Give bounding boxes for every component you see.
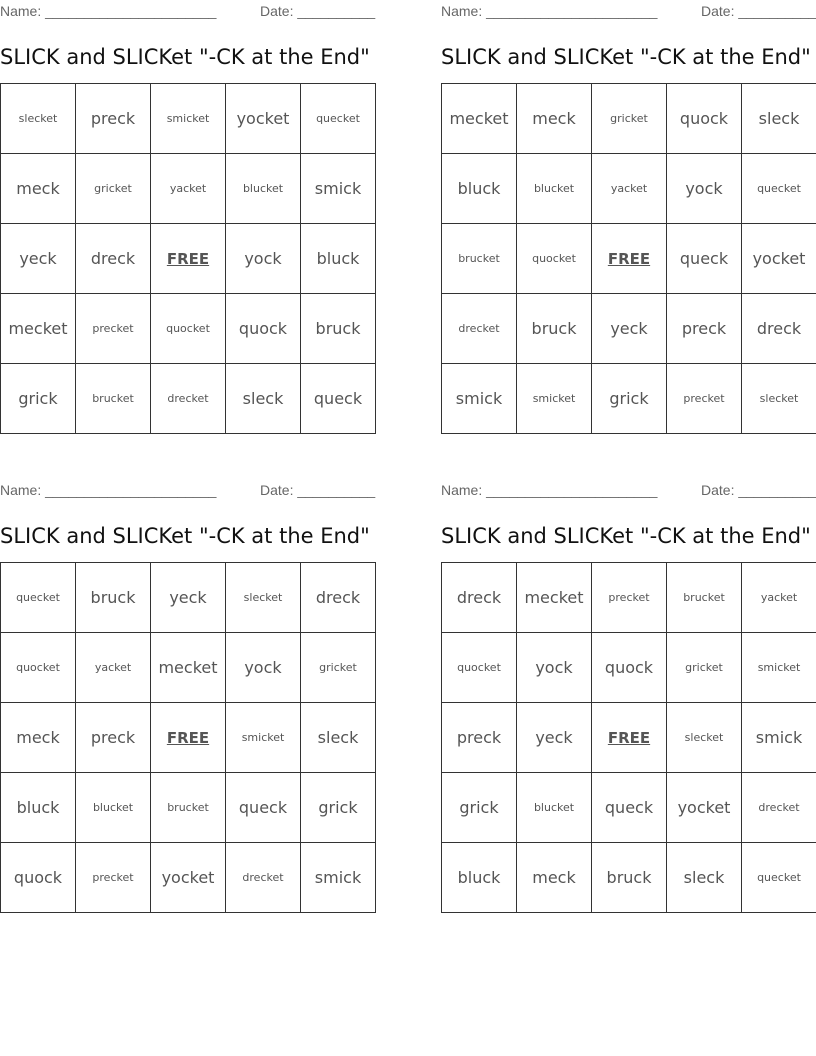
bingo-cell: dreck bbox=[301, 563, 376, 633]
name-label: Name: ______________________ bbox=[441, 3, 658, 19]
bingo-cell: smicket bbox=[517, 364, 592, 434]
bingo-cell: queck bbox=[226, 773, 301, 843]
bingo-cell: bruck bbox=[301, 294, 376, 364]
bingo-cell: yocket bbox=[742, 224, 816, 294]
date-label: Date: __________ bbox=[260, 482, 376, 498]
bingo-cell: precket bbox=[76, 843, 151, 913]
bingo-cell: grick bbox=[442, 773, 517, 843]
bingo-cell: gricket bbox=[667, 633, 742, 703]
bingo-cell: dreck bbox=[442, 563, 517, 633]
card-title: SLICK and SLICKet "-CK at the End" bbox=[441, 524, 811, 548]
bingo-cell: yocket bbox=[667, 773, 742, 843]
grid-row bbox=[442, 773, 816, 843]
bingo-cell: brucket bbox=[667, 563, 742, 633]
bingo-cell: dreck bbox=[76, 224, 151, 294]
bingo-grid bbox=[441, 83, 816, 434]
name-label: Name: ______________________ bbox=[0, 3, 217, 19]
card-title: SLICK and SLICKet "-CK at the End" bbox=[441, 45, 811, 69]
bingo-cell: slecket bbox=[742, 364, 816, 434]
card-title: SLICK and SLICKet "-CK at the End" bbox=[0, 45, 370, 69]
bingo-cell: blucket bbox=[517, 154, 592, 224]
bingo-cell: bruck bbox=[517, 294, 592, 364]
bingo-grid bbox=[441, 562, 816, 913]
bingo-cell: quock bbox=[1, 843, 76, 913]
bingo-cell: mecket bbox=[517, 563, 592, 633]
bingo-cell: quocket bbox=[151, 294, 226, 364]
bingo-cell: brucket bbox=[151, 773, 226, 843]
bingo-cell: smick bbox=[742, 703, 816, 773]
bingo-cell: quocket bbox=[517, 224, 592, 294]
bingo-cell: smick bbox=[301, 154, 376, 224]
bingo-cell: meck bbox=[517, 84, 592, 154]
bingo-card-2 bbox=[441, 0, 816, 440]
bingo-cell: blucket bbox=[76, 773, 151, 843]
bingo-cell: quocket bbox=[442, 633, 517, 703]
bingo-cell: dreck bbox=[742, 294, 816, 364]
bingo-cell: grick bbox=[301, 773, 376, 843]
bingo-grid bbox=[0, 83, 376, 434]
name-label: Name: ______________________ bbox=[441, 482, 658, 498]
bingo-cell: slecket bbox=[667, 703, 742, 773]
grid-row bbox=[442, 294, 816, 364]
bingo-cell: mecket bbox=[442, 84, 517, 154]
bingo-cell: sleck bbox=[667, 843, 742, 913]
bingo-cell: preck bbox=[76, 84, 151, 154]
grid-row bbox=[442, 154, 816, 224]
bingo-cell: yeck bbox=[517, 703, 592, 773]
bingo-cell: quecket bbox=[301, 84, 376, 154]
bingo-cell: bluck bbox=[1, 773, 76, 843]
bingo-cell: drecket bbox=[151, 364, 226, 434]
grid-row bbox=[442, 843, 816, 913]
bingo-grid bbox=[0, 562, 376, 913]
bingo-cell: smicket bbox=[151, 84, 226, 154]
grid-row bbox=[1, 563, 376, 633]
grid-row bbox=[442, 633, 816, 703]
grid-row bbox=[1, 703, 376, 773]
bingo-cell: meck bbox=[1, 154, 76, 224]
card-title: SLICK and SLICKet "-CK at the End" bbox=[0, 524, 370, 548]
bingo-cell: mecket bbox=[1, 294, 76, 364]
free-space-cell: FREE bbox=[592, 703, 667, 773]
bingo-cell: yocket bbox=[151, 843, 226, 913]
name-label: Name: ______________________ bbox=[0, 482, 217, 498]
bingo-cell: quecket bbox=[742, 154, 816, 224]
bingo-cell: meck bbox=[517, 843, 592, 913]
bingo-cell: yacket bbox=[592, 154, 667, 224]
free-space-cell: FREE bbox=[151, 224, 226, 294]
free-space-cell: FREE bbox=[151, 703, 226, 773]
grid-row bbox=[442, 84, 816, 154]
bingo-cell: yeck bbox=[1, 224, 76, 294]
bingo-cell: drecket bbox=[226, 843, 301, 913]
bingo-cell: queck bbox=[301, 364, 376, 434]
bingo-cell: smicket bbox=[742, 633, 816, 703]
date-label: Date: __________ bbox=[260, 3, 376, 19]
free-space-cell: FREE bbox=[592, 224, 667, 294]
grid-row bbox=[442, 563, 816, 633]
bingo-cell: preck bbox=[76, 703, 151, 773]
bingo-cell: precket bbox=[76, 294, 151, 364]
bingo-cell: drecket bbox=[742, 773, 816, 843]
grid-row bbox=[1, 633, 376, 703]
bingo-cell: yock bbox=[226, 224, 301, 294]
bingo-cell: yock bbox=[667, 154, 742, 224]
bingo-cell: brucket bbox=[442, 224, 517, 294]
bingo-cell: blucket bbox=[517, 773, 592, 843]
bingo-cell: smicket bbox=[226, 703, 301, 773]
grid-row bbox=[442, 224, 816, 294]
bingo-cell: grick bbox=[1, 364, 76, 434]
bingo-cell: quock bbox=[667, 84, 742, 154]
bingo-cell: brucket bbox=[76, 364, 151, 434]
name-date-row bbox=[0, 2, 376, 20]
bingo-cell: yocket bbox=[226, 84, 301, 154]
bingo-cell: smick bbox=[301, 843, 376, 913]
grid-row bbox=[1, 773, 376, 843]
bingo-cell: yacket bbox=[742, 563, 816, 633]
grid-row bbox=[442, 364, 816, 434]
grid-row bbox=[1, 154, 376, 224]
bingo-cell: gricket bbox=[76, 154, 151, 224]
date-label: Date: __________ bbox=[701, 482, 816, 498]
bingo-cell: grick bbox=[592, 364, 667, 434]
bingo-cell: yeck bbox=[151, 563, 226, 633]
bingo-cell: queck bbox=[667, 224, 742, 294]
bingo-cell: bluck bbox=[442, 843, 517, 913]
bingo-cell: yacket bbox=[76, 633, 151, 703]
bingo-cell: sleck bbox=[301, 703, 376, 773]
bingo-cell: mecket bbox=[151, 633, 226, 703]
bingo-cell: queck bbox=[592, 773, 667, 843]
bingo-cell: bruck bbox=[592, 843, 667, 913]
bingo-cell: quecket bbox=[1, 563, 76, 633]
bingo-cell: gricket bbox=[301, 633, 376, 703]
grid-row bbox=[1, 843, 376, 913]
bingo-cell: yacket bbox=[151, 154, 226, 224]
bingo-card-4 bbox=[441, 479, 816, 919]
bingo-cell: yock bbox=[517, 633, 592, 703]
bingo-cell: sleck bbox=[742, 84, 816, 154]
bingo-cell: gricket bbox=[592, 84, 667, 154]
name-date-row bbox=[441, 481, 816, 499]
grid-row bbox=[442, 703, 816, 773]
bingo-cell: yock bbox=[226, 633, 301, 703]
bingo-cell: yeck bbox=[592, 294, 667, 364]
bingo-cell: sleck bbox=[226, 364, 301, 434]
bingo-cell: quock bbox=[592, 633, 667, 703]
bingo-cell: bruck bbox=[76, 563, 151, 633]
bingo-cell: bluck bbox=[442, 154, 517, 224]
bingo-cell: precket bbox=[667, 364, 742, 434]
grid-row bbox=[1, 224, 376, 294]
grid-row bbox=[1, 84, 376, 154]
bingo-cell: preck bbox=[667, 294, 742, 364]
bingo-cell: slecket bbox=[226, 563, 301, 633]
bingo-cell: smick bbox=[442, 364, 517, 434]
bingo-cell: bluck bbox=[301, 224, 376, 294]
grid-row bbox=[1, 364, 376, 434]
name-date-row bbox=[441, 2, 816, 20]
bingo-cell: quock bbox=[226, 294, 301, 364]
bingo-cell: blucket bbox=[226, 154, 301, 224]
bingo-cell: drecket bbox=[442, 294, 517, 364]
bingo-card-1 bbox=[0, 0, 376, 440]
bingo-cell: quecket bbox=[742, 843, 816, 913]
date-label: Date: __________ bbox=[701, 3, 816, 19]
bingo-cell: precket bbox=[592, 563, 667, 633]
bingo-cell: quocket bbox=[1, 633, 76, 703]
bingo-cell: meck bbox=[1, 703, 76, 773]
name-date-row bbox=[0, 481, 376, 499]
bingo-cell: slecket bbox=[1, 84, 76, 154]
bingo-card-3 bbox=[0, 479, 376, 919]
bingo-cell: preck bbox=[442, 703, 517, 773]
grid-row bbox=[1, 294, 376, 364]
